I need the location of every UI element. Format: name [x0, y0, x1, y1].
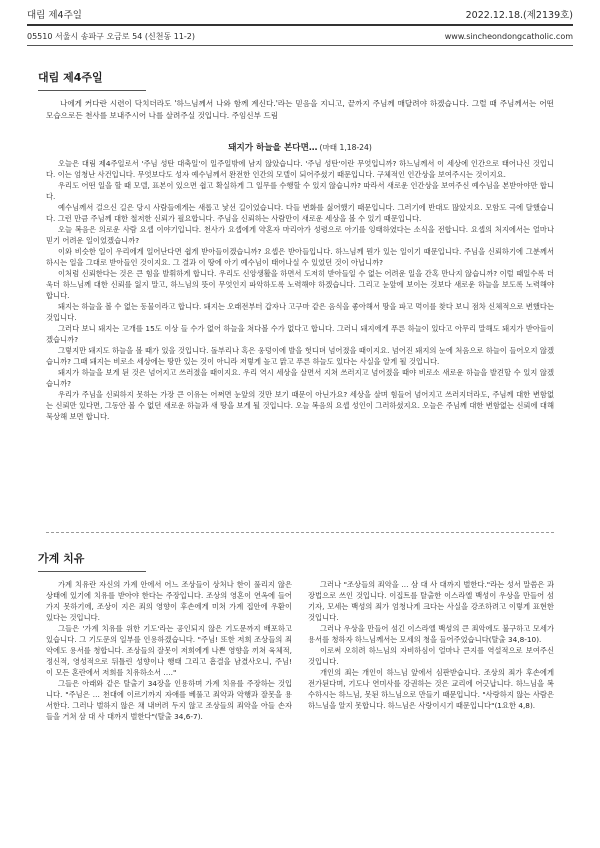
- header-address: 05510 서울시 송파구 오금로 54 (신천동 11-2): [27, 31, 196, 41]
- section2-title-text: 가계 치유: [38, 552, 85, 565]
- header-rule-thick: [27, 24, 573, 26]
- gospel-reference: (마태 1,18-24): [319, 143, 372, 152]
- gospel-title: 돼지가 하늘을 본다면…: [228, 143, 318, 153]
- homily-paragraph: 우리도 어떤 일을 할 때 모델, 표본이 있으면 쉽고 확실하게 그 일무를 수행할 수 있지 않습니까? 따라서 새로운 인간상을 보여주신 예수님을 본받아야만 합니다.: [46, 181, 554, 201]
- section2-title: [38, 550, 146, 572]
- section2-left-column: [46, 579, 292, 722]
- homily-paragraph: 우리가 주님을 신뢰하지 못하는 가장 큰 이유는 어쩌면 눈앞의 것만 보기 때문이 아닌가요? 세상을 살며 힘들어 넘어지고 쓰러지더라도, 주님께 대한 변함없는 신뢰만 있다면, 그동안 볼 수 없던 새로운 하늘과 새 땅을 보게 될 것입니다. 오늘 복음의 요셉 성인이 그러하셨지요. 오늘은 주님께 대한 변함없는 신뢰에 대해 묵상해 보면 합니다.: [46, 390, 554, 421]
- column-paragraph: 그들은 '가계 치유를 위한 기도'라는 공인되지 않은 기도문까지 배포하고 있습니다. 그 기도문의 일부를 인용하겠습니다. "주님! 또한 저희 조상들의 죄악에도 용서를 청합니다. 조상들의 잘못이 저희에게 나쁜 영향을 끼쳐 육체적, 정신적, 영성적으로 뒤틀린 성향이나 행태 그리고 흠결을 남겼사오니, 주님! 이 모든 혼란에서 저희를 치유하소서 ….": [46, 624, 292, 677]
- column-paragraph: 그러나 "조상들의 죄악을 … 삼 대 사 대까지 벌한다."라는 성서 말씀은 과장법으로 쓰인 것입니다. 이집트를 탈출한 이스라엘 백성이 우상을 만들어 섬기자, 모세는 백성의 죄가 엄청나게 크다는 사실을 강조하려고 이렇게 표현한 것입니다.: [308, 580, 554, 622]
- homily-paragraph: 그러다 보니 돼지는 고개를 15도 이상 들 수가 없어 하늘을 쳐다볼 수가 없다고 합니다. 그러니 돼지에게 푸른 하늘이 있다고 아무리 말해도 돼지가 받아들이겠습니까?: [46, 324, 554, 344]
- column-paragraph: 가계 치유란 자신의 가계 안에서 어느 조상들이 상처나 한이 풀리지 않은 상태에 있기에 치유를 받아야 한다는 주장입니다. 조상의 영혼이 연옥에 들어가지 못하기에, 조상이 지은 죄의 영향이 후손에게 미쳐 가계 집안에 우환이 있다는 것입니다.: [46, 580, 292, 622]
- section2-right-column: [308, 579, 554, 711]
- homily-paragraph: 오늘은 대림 제4주일로서 '주님 성탄 대축일'이 일주일밖에 남지 않았습니다. '주님 성탄'이란 무엇입니까? 하느님께서 이 세상에 인간으로 태어나신 것입니다. 이는 엄청난 사건입니다. 무엇보다도 성자 예수님께서 완전한 인간의 모델이 되어주셨기 때문입니다. 구체적인 인간상을 보여주시는 것이지요.: [46, 159, 554, 179]
- header-rule-thin: [27, 45, 573, 46]
- header-website[interactable]: www.sincheondongcatholic.com: [444, 31, 573, 41]
- section1-title: [38, 69, 146, 91]
- homily-paragraph: 예수님께서 걸으신 길은 당시 사람들에게는 새롭고 낯선 길이었습니다. 다들 변화를 싫어했기 때문입니다. 그러기에 반대도 많았지요. 모함도 극에 달했습니다. 그런 만큼 주님께 대한 철저한 신뢰가 필요합니다. 주님을 신뢰하는 사람만이 새로운 세상을 볼 수 있기 때문입니다.: [46, 203, 554, 223]
- homily-paragraph: 그렇지만 돼지도 하늘을 볼 때가 있을 것입니다. 돌부리나 혹은 웅덩이에 발을 헛디뎌 넘어졌을 때이지요. 넘어진 돼지의 눈에 처음으로 하늘이 들어오지 않겠습니까? 그때 돼지는 비로소 세상에는 땅만 있는 것이 아니라 저렇게 높고 맑고 푸른 하늘도 있다는 사실을 알게 될 것입니다.: [46, 346, 554, 366]
- column-paragraph: 이로써 오히려 하느님의 자비하심이 얼마나 큰지를 역설적으로 보여주신 것입니다.: [308, 646, 554, 666]
- homily-paragraph: 돼지는 하늘을 볼 수 없는 동물이라고 합니다. 돼지는 오래전부터 갑자나 고구마 같은 음식을 좋아해서 땅을 파고 먹이를 찾다 보니 점차 신체적으로 변했다는 것입니다.: [46, 302, 554, 322]
- section1-intro: 나에게 커다란 시련이 닥치더라도 '하느님께서 나와 함께 계신다.'라는 믿음을 지니고, 끝까지 주님께 매달려야 하겠습니다. 그럴 때 주님께서는 어떤 모습으로든 천사를 보내주시어 나를 살려주실 것입니다. 주임신부 드림: [46, 99, 554, 120]
- header-date-issue: 2022.12.18.(제2139호): [465, 9, 573, 21]
- column-paragraph: 그들은 아래와 같은 탈출기 34장을 인용하며 가계 치유를 주장하는 것입니다. "주님은 … 천대에 이르기까지 자애를 베풀고 죄악과 악행과 잘못을 용서한다. 그러나 벌하지 않은 채 내버려 두지 않고 조상들의 죄악을 아들 손자들을 거쳐 삼 대 사 대까지 벌한다"(탈출 34,6-7).: [46, 679, 292, 721]
- section1-title-text: 대림 제4주일: [38, 71, 103, 84]
- homily-paragraph: 오늘 복음은 의로운 사람 요셉 이야기입니다. 천사가 요셉에게 약혼자 마리아가 성령으로 아기를 잉태하였다는 소식을 전합니다. 요셉의 처지에서는 얼마나 믿기 어려운 일이었겠습니까?: [46, 225, 554, 245]
- column-paragraph: 그러나 우상을 만들어 섬긴 이스라엘 백성의 큰 죄악에도 불구하고 모세가 용서를 청하자 하느님께서는 모세의 청을 들어주었습니다(탈출 34,8-10).: [308, 624, 554, 644]
- homily-paragraph: 이처럼 신뢰한다는 것은 큰 힘을 발휘하게 합니다. 우리도 신앙생활을 하면서 도저히 받아들일 수 없는 어려운 일을 간혹 만나지 않습니까? 이럴 때일수록 더욱더 하느님께 대한 신뢰를 잃지 말고, 하느님의 뜻이 무엇인지 파악하도록 노력해야 하겠습니다. 그리고 눈앞에 보이는 것보다 새로운 하늘을 보도록 노력해야 합니다.: [46, 269, 554, 300]
- gospel-heading: [0, 141, 600, 153]
- section1-title-underline: [38, 90, 146, 91]
- header-week: 대림 제4주일: [27, 9, 82, 21]
- homily-paragraph: 돼지가 하늘을 보게 된 것은 넘어지고 쓰러졌을 때이지요. 우리 역시 세상을 살면서 지쳐 쓰러지고 넘어졌을 때야 비로소 새로운 하늘을 발견할 수 있지 않겠습니까?: [46, 368, 554, 388]
- homily-paragraph: 이와 비슷한 일이 우리에게 일어난다면 쉽게 받아들이겠습니까? 요셉은 받아들입니다. 하느님께 뭔가 있는 일이기 때문입니다. 주님을 신뢰하기에 그분께서 하시는 일을 그대로 받아들인 것이지요. 그 결과 이 땅에 아기 예수님이 태어나실 수 있었던 것이 아닙니까?: [46, 247, 554, 267]
- column-paragraph: 개인의 죄는 개인이 하느님 앞에서 심판받습니다. 조상의 죄가 후손에게 전가된다며, 기도나 연미사를 강권하는 것은 교리에 어긋납니다. 하느님을 복수하시는 하느님, 못된 하느님으로 만들기 때문입니다. "사랑하지 않는 사람은 하느님을 알지 못합니다. 하느님은 사랑이시기 때문입니다"(1요한 4,8).: [308, 668, 554, 710]
- homily-body: [46, 158, 554, 422]
- section2-title-underline: [38, 571, 146, 572]
- page-header: [27, 6, 573, 46]
- section-divider: [46, 532, 554, 533]
